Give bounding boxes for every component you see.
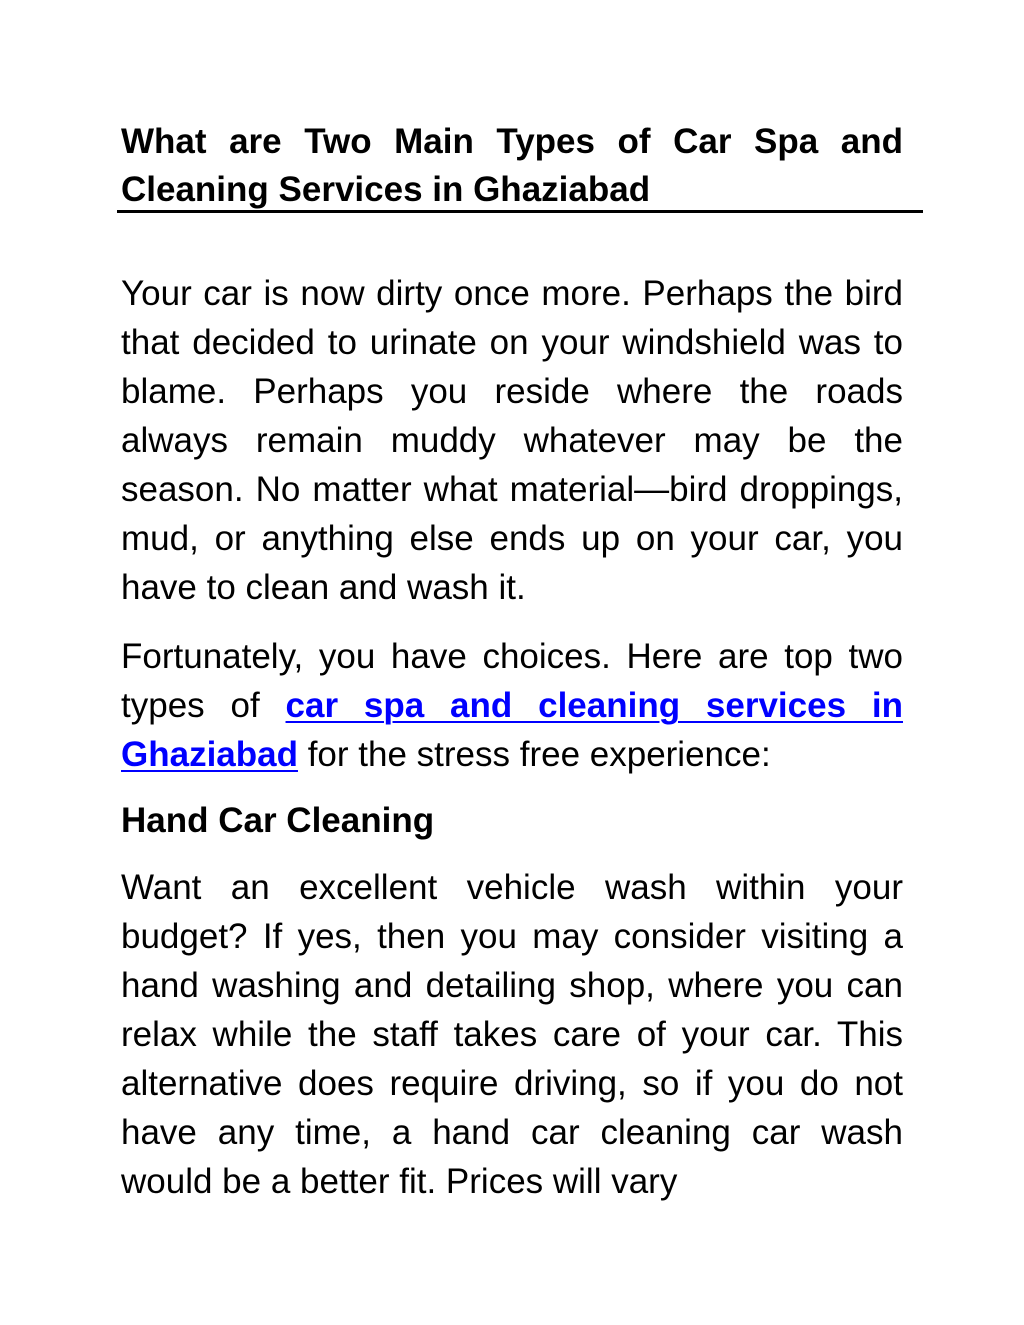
section-paragraph: Want an excellent vehicle wash within your budget? If yes, then you may consider visiting a hand washing and detailing shop, where you can relax while the staff takes care of your car. This alternative does require driving, so if you do not have any time, a hand car cleaning car wash would be a better fit. Prices will vary [121, 868, 903, 1201]
document-page [121, 118, 903, 1206]
choices-text-before-link: Fortunately, you have choices. Here are top two types of [121, 637, 903, 725]
choices-text-after-link: for the stress free experience: [297, 735, 771, 774]
document-title: What are Two Main Types of Car Spa and Cleaning Services in Ghaziabad [121, 122, 903, 209]
intro-paragraph: Your car is now dirty once more. Perhaps the bird that decided to urinate on your windshield was to blame. Perhaps you reside where the roads always remain muddy whatever may be the season. No matter what material—bird droppings, mud, or anything else ends up on your car, you have to clean and wash it. [121, 274, 903, 607]
section-heading: Hand Car Cleaning [121, 801, 435, 840]
title-underline-rule [117, 210, 923, 213]
car-spa-services-link[interactable]: car spa and cleaning services in Ghaziabad [121, 686, 903, 774]
choices-paragraph [121, 632, 903, 779]
